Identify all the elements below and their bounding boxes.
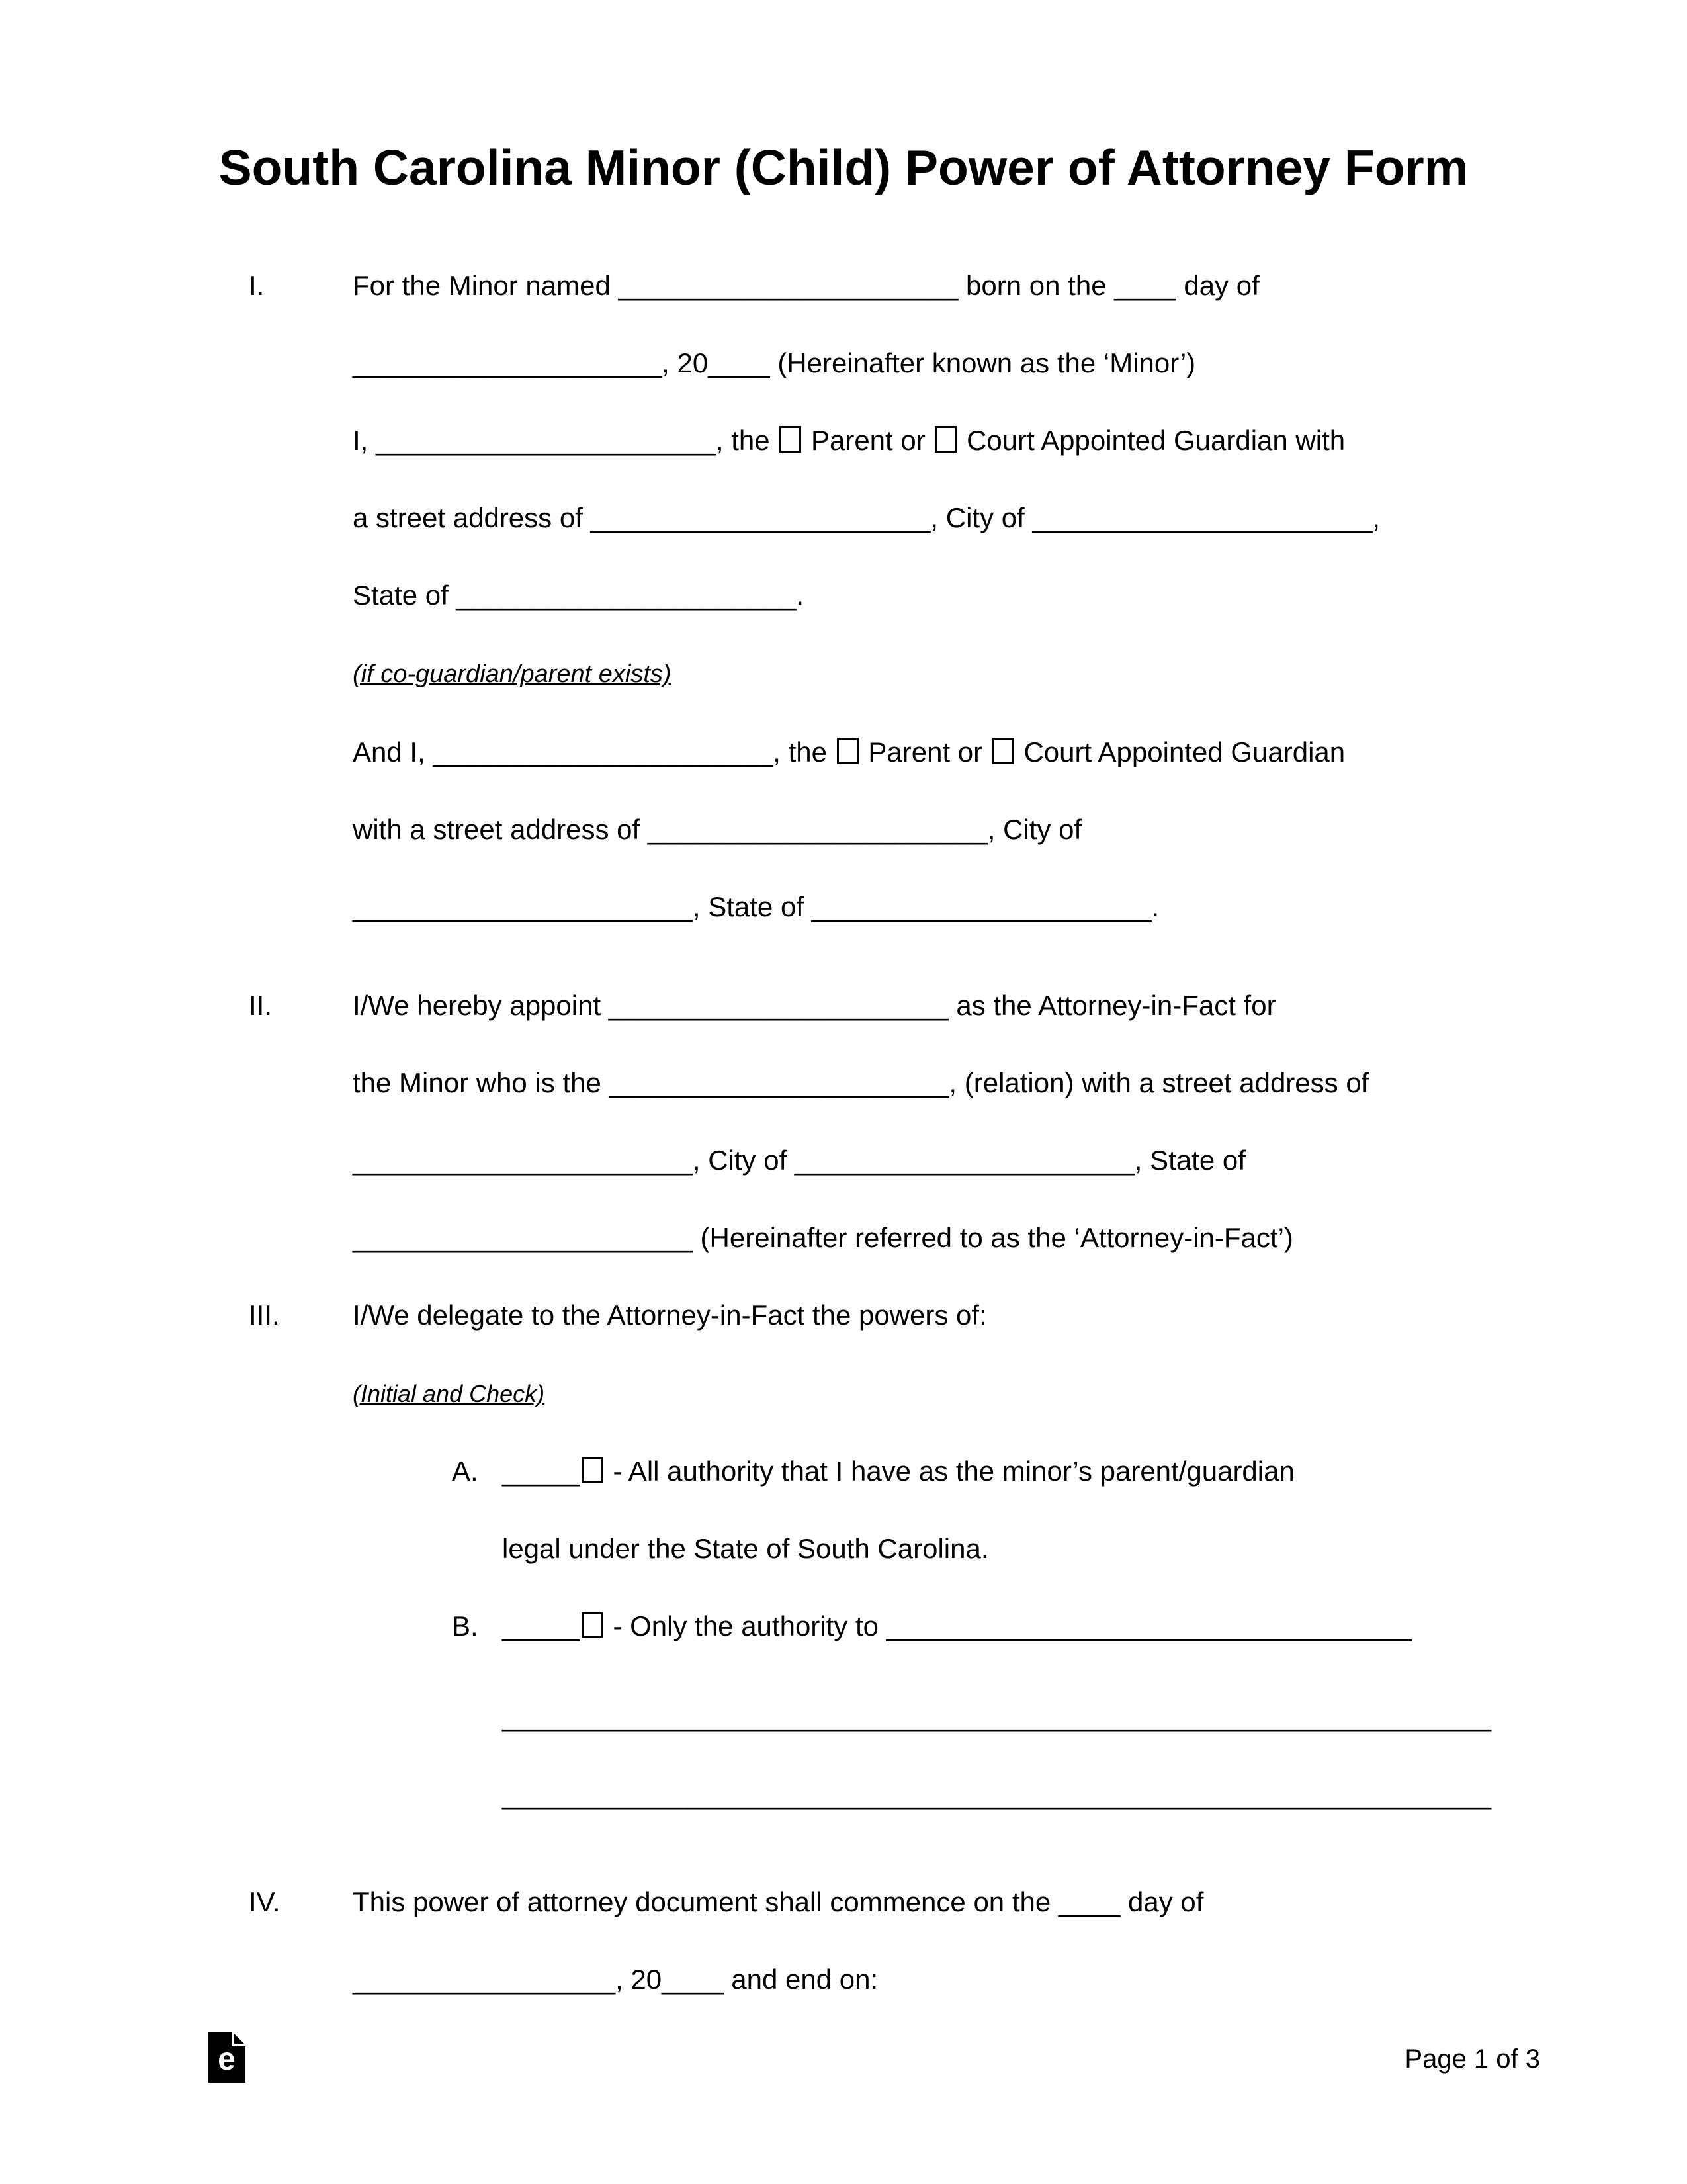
document-title: South Carolina Minor (Child) Power of Attorney Form <box>218 140 1469 195</box>
line-coguardian-state <box>353 868 1489 945</box>
text-segment: And I, ______________________, the <box>353 736 835 767</box>
parent-checkbox[interactable] <box>779 426 801 453</box>
line-attorney-relation <box>353 1044 1489 1121</box>
line-guardian-declaration <box>353 402 1489 479</box>
section-iii-lines <box>353 1276 1489 1833</box>
text-segment: ______________________, State of ______________________. <box>353 891 1160 922</box>
coguardian-parent-checkbox[interactable] <box>837 738 859 764</box>
option-b-initial-blank: _____ <box>502 1610 580 1641</box>
line-end-date <box>353 1941 1489 2018</box>
text-segment: Parent or <box>860 736 990 767</box>
text-segment: ____________________, 20____ (Hereinafter known as the ‘Minor’) <box>353 347 1196 378</box>
line-commence-date <box>353 1863 1489 1941</box>
coguardian-court-appointed-checkbox[interactable] <box>992 738 1014 764</box>
line-guardian-state <box>353 556 1489 634</box>
line-coguardian-note <box>353 634 1489 713</box>
section-iv-numeral: IV. <box>249 1886 281 1917</box>
text-segment: ______________________, City of ______________________, State of <box>353 1145 1246 1176</box>
section-iii <box>249 1276 1489 1833</box>
text-segment: ______________________ (Hereinafter referred to as the ‘Attorney-in-Fact’) <box>353 1222 1293 1253</box>
line-minor-birthdate <box>353 324 1489 402</box>
text-segment: Court Appointed Guardian <box>1016 736 1346 767</box>
text-segment: a street address of ______________________, City of ______________________, <box>353 502 1380 533</box>
text-segment: with a street address of ______________________, City of <box>353 814 1082 845</box>
section-iii-numeral: III. <box>249 1299 280 1331</box>
text-segment: This power of attorney document shall commence on the ____ day of <box>353 1886 1204 1917</box>
section-i-lines <box>353 247 1489 945</box>
line-option-b-blank-2 <box>353 1755 1489 1833</box>
text-segment: I, ______________________, the <box>353 425 778 456</box>
text-segment: _________________, 20____ and end on: <box>353 1964 879 1995</box>
text-segment: I/We delegate to the Attorney-in-Fact the powers of: <box>353 1299 987 1331</box>
section-iv-lines <box>353 1863 1489 2018</box>
blank-line: ________________________________________________________________ <box>502 1701 1491 1732</box>
section-ii-numeral: II. <box>249 990 273 1021</box>
line-delegate-powers <box>353 1276 1489 1354</box>
option-a-initial-blank: _____ <box>502 1456 580 1487</box>
text-segment: the Minor who is the ______________________, (relation) with a street address of <box>353 1067 1369 1098</box>
line-initial-and-check-note <box>353 1354 1489 1432</box>
page-number: Page 1 of 3 <box>1405 2044 1540 2074</box>
line-option-b-blank-1 <box>353 1678 1489 1755</box>
text-segment: - All authority that I have as the minor’s parent/guardian <box>605 1456 1295 1487</box>
all-authority-checkbox[interactable] <box>582 1457 603 1483</box>
line-option-a-continued <box>353 1510 1489 1587</box>
text-segment: Parent or <box>803 425 933 456</box>
logo-letter: e <box>218 2042 236 2077</box>
section-iv <box>249 1863 1489 2018</box>
text-segment: legal under the State of South Carolina. <box>502 1533 989 1564</box>
line-minor-name <box>353 247 1489 324</box>
initial-and-check-text: (Initial and Check) <box>353 1380 545 1407</box>
option-a-label: A. <box>452 1456 478 1487</box>
court-appointed-guardian-checkbox[interactable] <box>935 426 957 453</box>
text-segment: I/We hereby appoint ______________________ as the Attorney-in-Fact for <box>353 990 1276 1021</box>
line-option-a <box>353 1432 1489 1510</box>
option-b-label: B. <box>452 1610 478 1641</box>
line-appoint-attorney <box>353 967 1489 1044</box>
line-attorney-city-state <box>353 1121 1489 1199</box>
line-guardian-address <box>353 479 1489 556</box>
only-authority-checkbox[interactable] <box>582 1612 603 1638</box>
text-segment: - Only the authority to __________________________________ <box>605 1610 1412 1641</box>
section-i-numeral: I. <box>249 270 265 301</box>
section-i <box>249 247 1489 945</box>
text-segment: Court Appointed Guardian with <box>959 425 1346 456</box>
document-body <box>249 247 1489 2018</box>
coguardian-note-text: (if co-guardian/parent exists) <box>353 660 671 688</box>
eforms-logo <box>208 2032 245 2083</box>
line-coguardian-address <box>353 791 1489 868</box>
line-option-b <box>353 1587 1489 1665</box>
section-ii-lines <box>353 967 1489 1276</box>
line-attorney-hereinafter <box>353 1199 1489 1276</box>
line-coguardian-declaration <box>353 713 1489 791</box>
text-segment: For the Minor named ______________________ born on the ____ day of <box>353 270 1260 301</box>
section-ii <box>249 967 1489 1276</box>
blank-line: ________________________________________________________________ <box>502 1778 1491 1810</box>
text-segment: State of ______________________. <box>353 580 804 611</box>
